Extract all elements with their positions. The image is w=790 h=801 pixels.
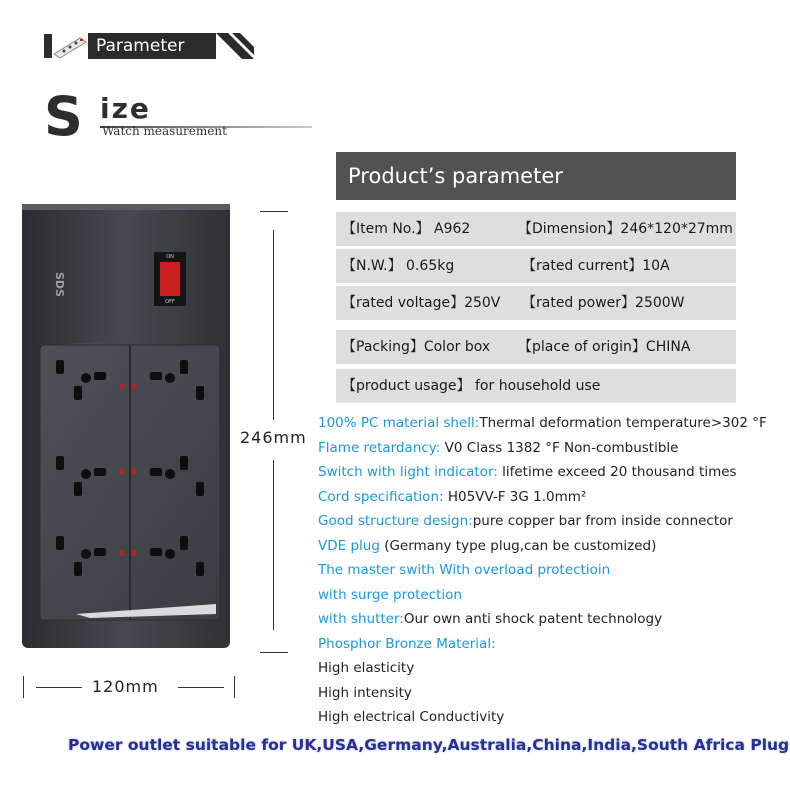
size-logo-text: ize (100, 92, 151, 125)
power-strip-image (20, 200, 232, 650)
power-strip-icon (50, 34, 90, 58)
switch-off-label: OFF (165, 299, 175, 305)
width-dimension-label: 120mm (92, 677, 159, 696)
parameter-cell: 【product usage】 for household use (342, 378, 601, 394)
parameter-row (336, 369, 736, 403)
feature-line: The master swith With overload protectioin (318, 562, 611, 578)
feature-line: VDE plug (Germany type plug,can be customized) (318, 538, 657, 554)
size-logo-subtitle: Watch measurement (102, 124, 227, 138)
height-dimension-line-lower (273, 460, 274, 630)
parameter-cell: 【Packing】Color box (342, 339, 491, 355)
parameter-cell: 【Dimension】246*120*27mm (518, 221, 733, 237)
size-logo-letter: S (44, 85, 83, 148)
height-dimension-line (273, 230, 274, 420)
parameter-cell: 【Item No.】 A962 (342, 221, 471, 237)
width-dimension-tick-left (23, 676, 24, 698)
feature-line: High intensity (318, 685, 412, 701)
brand-logo: SDS (53, 272, 66, 297)
feature-line: Good structure design:pure copper bar from inside connector (318, 513, 733, 529)
feature-line: Switch with light indicator: lifetime exceed 20 thousand times (318, 464, 737, 480)
feature-line: 100% PC material shell:Thermal deformation temperature>302 °F (318, 415, 767, 431)
height-dimension-label: 246mm (240, 428, 307, 447)
parameter-cell: 【rated current】10A (522, 258, 670, 274)
feature-line: Phosphor Bronze Material: (318, 636, 496, 652)
width-dimension-tick-right (234, 676, 235, 698)
width-dimension-line-right (178, 687, 224, 688)
parameter-cell: 【N.W.】 0.65kg (342, 258, 455, 274)
feature-line: with surge protection (318, 587, 462, 603)
parameter-cell: 【rated voltage】250V (342, 295, 501, 311)
parameter-row (336, 330, 736, 364)
parameter-row (336, 286, 736, 320)
feature-line: Cord specification: H05VV-F 3G 1.0mm² (318, 489, 587, 505)
parameter-cell: 【place of origin】CHINA (518, 339, 691, 355)
dimension-tick-top (260, 211, 288, 212)
parameter-table-title: Product’s parameter (336, 152, 736, 200)
section-label: Parameter (88, 33, 216, 59)
feature-line: High elasticity (318, 660, 415, 676)
feature-line: Flame retardancy: V0 Class 1382 °F Non-combustible (318, 440, 679, 456)
parameter-row (336, 249, 736, 283)
dimension-tick-bottom (260, 652, 288, 653)
width-dimension-line-left (36, 687, 82, 688)
plug-compatibility-text: Power outlet suitable for UK,USA,Germany,Australia,China,India,South Africa Plug (68, 736, 790, 754)
switch-on-label: ON (166, 254, 174, 260)
feature-line: with shutter:Our own anti shock patent technology (318, 611, 663, 627)
parameter-cell: 【rated power】2500W (522, 295, 685, 311)
parameter-row (336, 212, 736, 246)
feature-line: High electrical Conductivity (318, 709, 505, 725)
